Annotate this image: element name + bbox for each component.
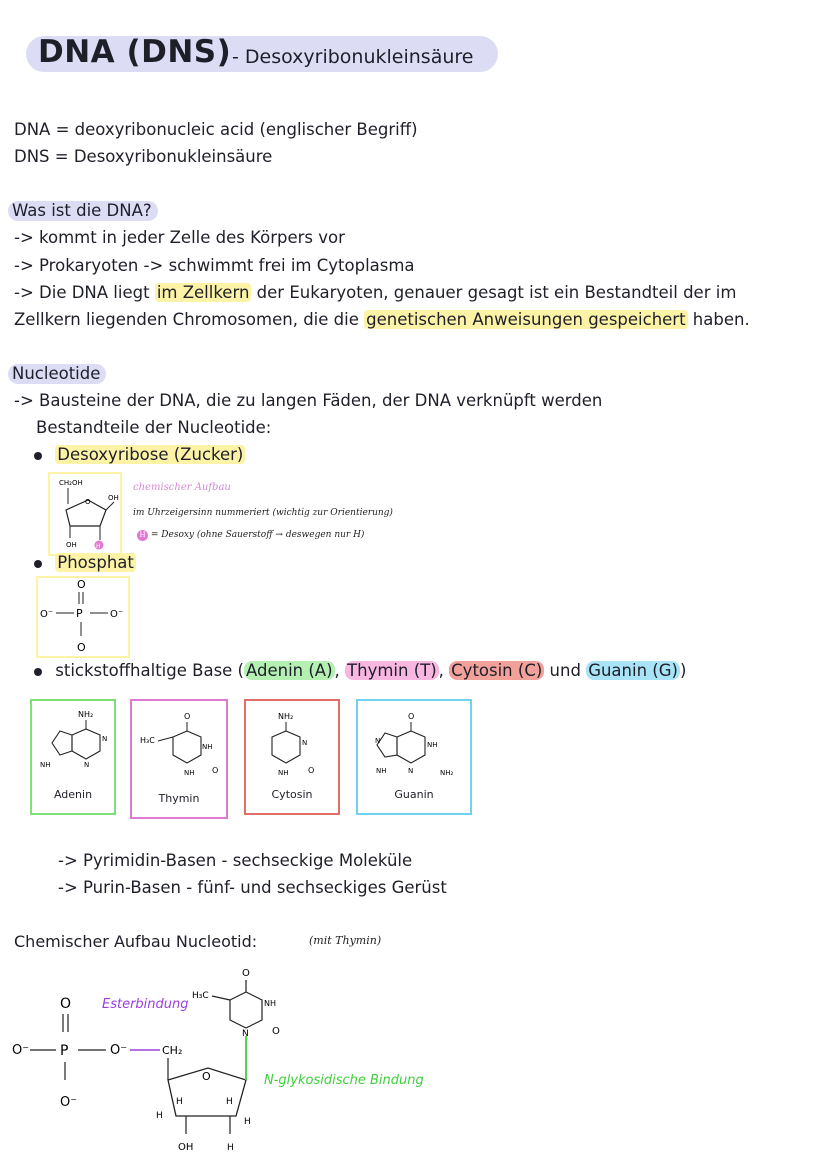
text-segment: Zellkern liegenden Chromosomen, die die — [14, 310, 365, 329]
phosphat-structure — [36, 576, 130, 658]
phosphat-p: P — [76, 607, 83, 620]
mit-thymin-note: (mit Thymin) — [309, 934, 382, 947]
text-segment: -> Die DNA liegt — [14, 283, 155, 302]
o-minus-label: O⁻ — [12, 1043, 30, 1058]
what-line-1: -> kommt in jeder Zelle des Körpers vor — [14, 228, 345, 247]
nucleotid-structure — [0, 958, 460, 1168]
section-nucleotide — [8, 364, 106, 384]
ring-oxygen: O — [85, 498, 91, 506]
bullet-desoxyribose — [34, 445, 245, 464]
o-label: O — [272, 1026, 280, 1037]
adenin-structure — [32, 701, 114, 781]
nucleotide-line-1: -> Bausteine der DNA, die zu langen Fäden, der DNA verknüpft werden — [14, 391, 603, 410]
cytosin-structure — [246, 701, 338, 783]
guanin-box — [356, 699, 472, 815]
oh-label: OH — [108, 494, 119, 502]
desoxy-h-badge: H — [96, 543, 101, 550]
h-label: H — [156, 1111, 163, 1121]
oh-label: OH — [66, 541, 77, 549]
base-guanin-highlight: Guanin (G) — [588, 661, 678, 680]
page-title: DNA (DNS) — [38, 34, 232, 70]
base-cytosin-highlight: Cytosin (C) — [451, 661, 543, 680]
h-label: H — [226, 1097, 233, 1107]
glykosidische-bindung-label: N-glykosidische Bindung — [264, 1073, 424, 1088]
bullet-text: Phosphat — [57, 553, 134, 572]
highlight-genetische-anweisungen: genetischen Anweisungen gespeichert — [366, 310, 686, 329]
text-segment: und — [544, 661, 587, 680]
nh-label: NH — [40, 761, 51, 769]
nh-label: NH — [427, 741, 438, 749]
page-subtitle: - Desoxyribonukleinsäure — [232, 46, 474, 68]
adenin-label: Adenin — [53, 788, 93, 801]
cytosin-label: Cytosin — [271, 788, 313, 801]
sugar-note-2: im Uhrzeigersinn nummeriert (wichtig zur Orientierung) — [133, 508, 393, 518]
pyrimidin-line: -> Pyrimidin-Basen - sechseckige Moleküle — [58, 851, 413, 870]
n-label: N — [242, 1029, 249, 1039]
desoxy-note-text: = Desoxy (ohne Sauerstoff → deswegen nur H) — [150, 530, 365, 540]
phosphat-o-left: O⁻ — [40, 609, 54, 620]
nh2-label: NH₂ — [440, 769, 454, 777]
phosphat-o-bottom: O — [77, 641, 86, 654]
thymin-structure — [132, 701, 226, 787]
n-label: N — [84, 761, 90, 769]
bullet-base: stickstoffhaltige Base ( Adenin (A) , Thymin (T) , Cytosin (C) und Guanin (G) ) — [34, 661, 686, 680]
o-label: O — [308, 766, 315, 775]
intro-line-1: DNA = deoxyribonucleic acid (englischer Begriff) — [14, 120, 418, 139]
desoxyribose-structure — [48, 472, 128, 558]
ch2-label: CH₂ — [162, 1044, 183, 1057]
nh-label: NH — [278, 769, 289, 777]
text-segment: ) — [679, 661, 687, 680]
nh-label: NH — [202, 743, 213, 751]
bullet-text: Desoxyribose (Zucker) — [57, 445, 244, 464]
o-label: O — [242, 968, 250, 979]
text-segment: haben. — [687, 310, 750, 329]
text-segment: der Eukaryoten, genauer gesagt ist ein Bestandteil der im — [251, 283, 737, 302]
section-heading: Nucleotide — [8, 364, 106, 384]
guanin-label: Guanin — [394, 788, 434, 801]
n-label: N — [408, 767, 414, 775]
n-label: N — [302, 739, 308, 747]
section-heading: Was ist die DNA? — [8, 201, 158, 221]
nucleotide-line-2: Bestandteile der Nucleotide: — [36, 418, 272, 437]
n-label: N — [375, 737, 381, 745]
o-minus-label: O⁻ — [60, 1095, 78, 1110]
nh-label: NH — [184, 769, 195, 777]
o-label: O — [60, 996, 72, 1012]
what-line-2: -> Prokaryoten -> schwimmt frei im Cytoplasma — [14, 256, 415, 275]
ring-o-label: O — [202, 1070, 211, 1083]
o-label: O — [408, 712, 415, 721]
h-label: H — [227, 1143, 234, 1153]
phosphat-o-right: O⁻ — [110, 609, 124, 620]
nh2-label: NH₂ — [278, 712, 294, 721]
nh2-label: NH₂ — [78, 710, 94, 719]
adenin-box — [30, 699, 116, 815]
o-label: O — [212, 766, 219, 775]
o-label: O — [184, 712, 191, 721]
h3c-label: H₃C — [192, 991, 209, 1001]
guanin-structure — [358, 701, 470, 783]
thymin-label: Thymin — [158, 792, 200, 805]
nh-label: NH — [376, 767, 387, 775]
highlight-zellkern: im Zellkern — [156, 283, 250, 302]
nucleotid-heading: Chemischer Aufbau Nucleotid: — [14, 932, 258, 951]
purin-line: -> Purin-Basen - fünf- und sechseckiges Gerüst — [58, 878, 447, 897]
o-minus-label: O⁻ — [110, 1043, 128, 1058]
ch2oh-label: CH₂OH — [59, 479, 83, 487]
what-line-3 — [14, 283, 736, 302]
esterbindung-label: Esterbindung — [102, 997, 189, 1012]
h3c-label: H₃C — [140, 736, 155, 745]
thymin-box — [130, 699, 228, 819]
h-label: H — [244, 1117, 251, 1127]
section-what-is-dna — [8, 201, 158, 221]
oh-label: OH — [178, 1142, 194, 1153]
text-segment: stickstoffhaltige Base ( — [55, 661, 244, 680]
phosphat-o-top: O — [77, 578, 86, 591]
cytosin-box — [244, 699, 340, 815]
sugar-note-3 — [137, 530, 364, 541]
intro-line-2: DNS = Desoxyribonukleinsäure — [14, 147, 273, 166]
p-label: P — [60, 1043, 69, 1059]
base-adenin-highlight: Adenin (A) — [246, 661, 333, 680]
desoxy-badge: H — [137, 530, 148, 541]
what-line-4 — [14, 310, 750, 329]
h-label: H — [176, 1097, 183, 1107]
nh-label: NH — [264, 999, 276, 1008]
base-thymin-highlight: Thymin (T) — [347, 661, 437, 680]
sugar-note-1: chemischer Aufbau — [133, 482, 231, 493]
n-label: N — [102, 735, 108, 743]
bullet-phosphat — [34, 553, 136, 572]
